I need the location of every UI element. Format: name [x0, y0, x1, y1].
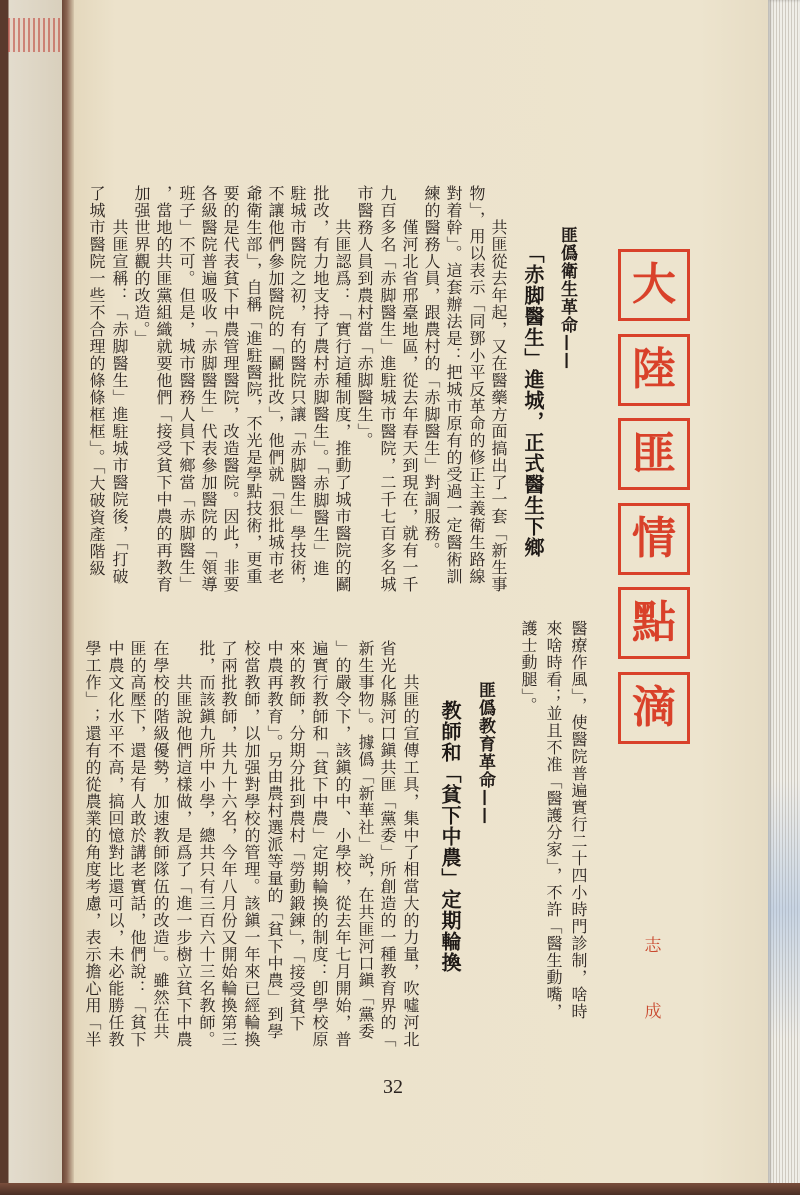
- text-column: 對着幹」。這套辦法是：把城市原有的受過一定醫術訓: [444, 185, 463, 585]
- text-column: 共匪認爲：「實行這種制度，推動了城市醫院的鬬: [333, 219, 352, 593]
- text-column: 練的醫務人員，跟農村的「赤脚醫生」對調服務。: [422, 185, 441, 559]
- text-column: 中農文化水平不高，搞回憶對比還可以，未必能勝任教: [106, 640, 125, 1048]
- text-column: 護士動腿」。: [519, 620, 538, 714]
- text-column: 僅河北省邢臺地區，從去年春天到現在，就有一千: [400, 219, 419, 593]
- text-column: 批改，有力地支持了農村赤脚醫生」。「赤脚醫生」進: [311, 185, 330, 577]
- title-char-box: 滴: [618, 672, 690, 744]
- text-column: 來的教師，分期分批到農村「勞動鍛鍊」，「接受貧下: [287, 640, 306, 1032]
- section-heading: 匪僞教育革命——: [475, 681, 495, 825]
- red-stained-page-edge: [8, 18, 62, 52]
- text-column: 物」，用以表示「同鄧小平反革命的修正主義衛生路線: [467, 185, 486, 585]
- text-column: 批，而該鎭九所中小學，總共只有三百六十三名教師。: [197, 640, 216, 1048]
- page-number: 32: [383, 1076, 403, 1098]
- text-column: 市醫務人員到農村當「赤脚醫生」。: [355, 185, 374, 449]
- text-column: 共匪從去年起，又在醫藥方面搞出了一套「新生事: [489, 219, 508, 593]
- text-column: 了兩批教師，共九十六名，今年八月份又開始輪換第三: [219, 640, 238, 1048]
- text-column: 來啥時看；並且不准「醫護分家」，不許「醫生動嘴，: [544, 620, 563, 1020]
- text-column: ，當地的共匪黨組織就要他們「接受貧下中農的再教育: [154, 185, 173, 593]
- bottom-cover-edge: [0, 1183, 800, 1195]
- left-page-block: [0, 0, 62, 1195]
- text-column: 匪的高壓下，還是有人敢於講老實話，他們說：「貧下: [128, 640, 147, 1048]
- text-column: 駐城市醫院之初，有的醫院只讓「赤脚醫生」學技術，: [288, 185, 307, 593]
- fore-edge-tint: [768, 780, 800, 1040]
- title-char-box: 情: [618, 503, 690, 575]
- section-subheading: 教師和「貧下中農」定期輪換: [438, 700, 462, 973]
- text-column: 中農再教育」。另由農村選派等量的「貧下中農」到學: [265, 640, 284, 1040]
- title-char-box: 匪: [618, 418, 690, 490]
- text-column: 各級醫院普遍吸收「赤脚醫生」代表參加醫院的「領導: [199, 185, 218, 593]
- binding-gutter: [62, 0, 74, 1195]
- text-column: 遍實行教師和「貧下中農」定期輪換的制度：卽學校原: [310, 640, 329, 1048]
- text-column: 共匪宣稱：「赤脚醫生」進駐城市醫院後，「打破: [110, 219, 129, 585]
- text-column: 醫療作風」，使醫院普遍實行二十四小時門診制，啥時: [569, 620, 588, 1020]
- title-char-box: 陸: [618, 334, 690, 406]
- section-subheading: 「赤脚醫生」進城，正式醫生下鄉: [521, 243, 545, 558]
- title-char-box: 大: [618, 249, 690, 321]
- text-column: 了城市醫院一些不合理的條條框框」。「大破資產階級: [87, 185, 106, 577]
- author-char: 成: [644, 1002, 662, 1022]
- text-column: 九百多名「赤脚醫生」進駐城市醫院，二千七百多名城: [378, 185, 397, 593]
- text-column: 不讓他們參加醫院的「鬬批改」，他們就「狠批城市老: [266, 185, 285, 585]
- text-column: 爺衛生部」，自稱「進駐醫院，不光是學點技術，更重: [244, 185, 263, 585]
- text-column: 省光化縣河口鎭共匪「黨委」所創造的一種教育界的「: [378, 640, 397, 1048]
- text-column: 班子」不可。但是，城市醫務人員下鄉當「赤脚醫生」: [177, 185, 196, 593]
- text-column: 加强世界觀的改造。」: [132, 185, 151, 347]
- text-column: 校當教師，以加强對學校的管理。該鎭一年來已經輪換: [242, 640, 261, 1048]
- text-column: 學工作」；還有的從農業的角度考慮，表示擔心用「半: [83, 640, 102, 1048]
- text-column: 在學校的階級優勢，加速教師隊伍的改造」。雖然在共: [151, 640, 170, 1040]
- text-column: 共匪說他們這樣做，是爲了「進一步樹立貧下中農: [174, 674, 193, 1048]
- text-column: 共匪的宣傳工具，集中了相當大的力量，吹噓河北: [401, 674, 420, 1048]
- title-char-box: 點: [618, 587, 690, 659]
- author-char: 志: [644, 936, 662, 956]
- section-heading: 匪僞衛生革命——: [557, 226, 577, 370]
- text-column: 」的嚴令下，該鎭的中、小學校，從去年七月開始，普: [333, 640, 352, 1048]
- text-column: 新生事物」。據僞「新華社」說，在共匪河口鎭「黨委: [356, 640, 375, 1040]
- text-column: 要的是代表貧下中農管理醫院，改造醫院。因此，非要: [221, 185, 240, 593]
